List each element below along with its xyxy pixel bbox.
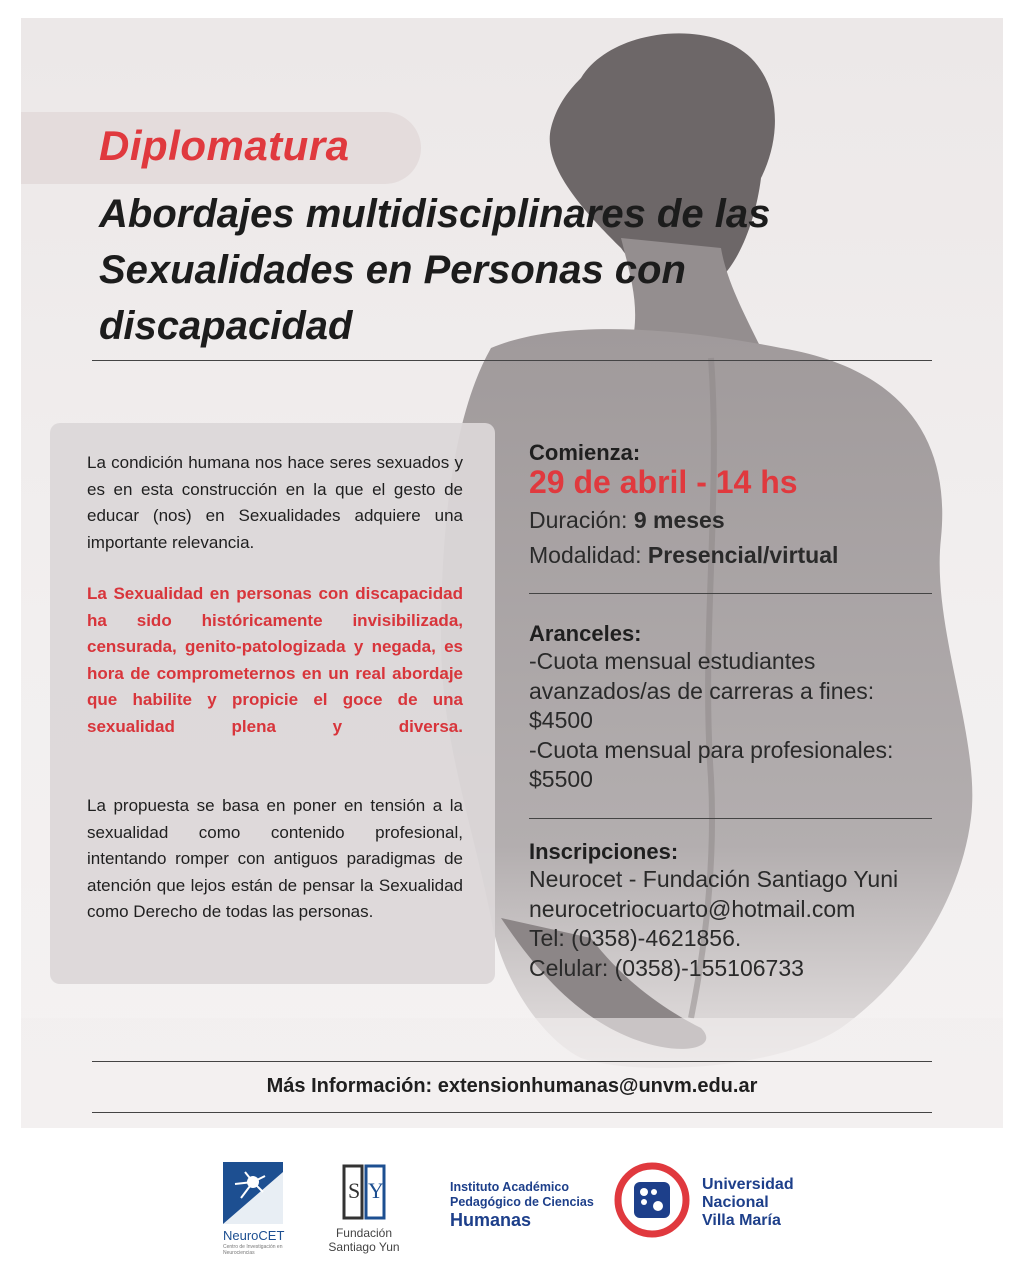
program-title [99, 186, 899, 354]
title-line-2: Sexualidades en Personas con [99, 248, 686, 292]
duration-label: Duración: [529, 507, 628, 533]
instituto-line-3: Humanas [450, 1210, 532, 1230]
divider-schedule [529, 593, 932, 594]
divider-fees [529, 818, 932, 819]
fundacion-name [324, 1226, 404, 1254]
duration-value: 9 meses [633, 507, 725, 533]
mode-line [529, 542, 949, 569]
mode-value: Presencial/virtual [647, 542, 839, 568]
unvm-line-3: Villa María [702, 1212, 781, 1229]
poster [21, 18, 1003, 1128]
description-paragraph-2: La Sexualidad en personas con discapacidad ha sido históricamente invisibilizada, censurada, genito-patologizada y negada, es hora de comprometernos en un real abordaje que habilite y propicie el goce de una sexualidad plena y diversa. [87, 584, 463, 736]
registration-label: Inscripciones: [529, 839, 679, 864]
start-date: 29 de abril - 14 hs [529, 464, 798, 500]
fees-line-4: -Cuota mensual para profesionales: [529, 736, 894, 763]
fundacion-line-1: Fundación [335, 1226, 393, 1240]
unvm-line-1: Universidad [702, 1176, 794, 1193]
start-label: Comienza: [529, 440, 641, 465]
title-line-3: discapacidad [99, 304, 353, 348]
more-info[interactable]: Más Información: extensionhumanas@unvm.edu.ar [266, 1075, 758, 1097]
schedule-section [529, 440, 949, 569]
mode-label: Modalidad: [529, 542, 642, 568]
instituto-line-1: Instituto Académico [450, 1180, 569, 1194]
registration-org: Neurocet - Fundación Santiago Yuni [529, 866, 899, 892]
fees-line-5: $5500 [529, 766, 593, 792]
svg-text:S: S [348, 1178, 361, 1203]
duration-line [529, 507, 949, 534]
instituto-name [450, 1180, 594, 1230]
fees-section [529, 621, 949, 795]
neurocet-subtitle: Centro de Investigación en Neurociencias [223, 1244, 283, 1256]
divider-info-top [92, 1061, 932, 1062]
neurocet-name: NeuroCET [223, 1228, 285, 1243]
registration-section [529, 839, 949, 983]
registration-email[interactable]: neurocetriocuarto@hotmail.com [529, 895, 856, 922]
instituto-line-2: Pedagógico de Ciencias [450, 1195, 594, 1209]
unvm-logo-icon [612, 1160, 692, 1240]
logos-row [0, 1140, 1024, 1280]
fundacion-logo-icon [340, 1162, 388, 1222]
fees-line-1: -Cuota mensual estudiantes [529, 648, 816, 674]
fees-line-3: $4500 [529, 707, 593, 733]
unvm-line-2: Nacional [702, 1194, 769, 1211]
fees-line-2: avanzados/as de carreras a fines: [529, 677, 875, 704]
description-paragraph-1: La condición humana nos hace seres sexuados y es en esta construcción en la que el gesto de educar (nos) en Sexualidades adquiere una importante relevancia. [87, 453, 463, 552]
program-type-label: Diplomatura [99, 122, 350, 169]
unvm-name [702, 1176, 794, 1230]
title-line-1: Abordajes multidisciplinares de las [99, 192, 771, 236]
svg-text:Y: Y [368, 1178, 384, 1203]
neurocet-logo-icon [223, 1162, 283, 1224]
registration-tel: Tel: (0358)-4621856. [529, 925, 742, 951]
divider-info-bottom [92, 1112, 932, 1113]
fundacion-line-2: Santiago Yun [328, 1240, 400, 1254]
divider-title [92, 360, 932, 361]
fees-label: Aranceles: [529, 621, 642, 646]
registration-cell: Celular: (0358)-155106733 [529, 954, 804, 981]
description-paragraph-3: La propuesta se basa en poner en tensión a la sexualidad como contenido profesional, intentando romper con antiguos paradigmas de atención que lejos están de pensar la Sexualidad como Derecho de todas las personas. [87, 796, 463, 921]
